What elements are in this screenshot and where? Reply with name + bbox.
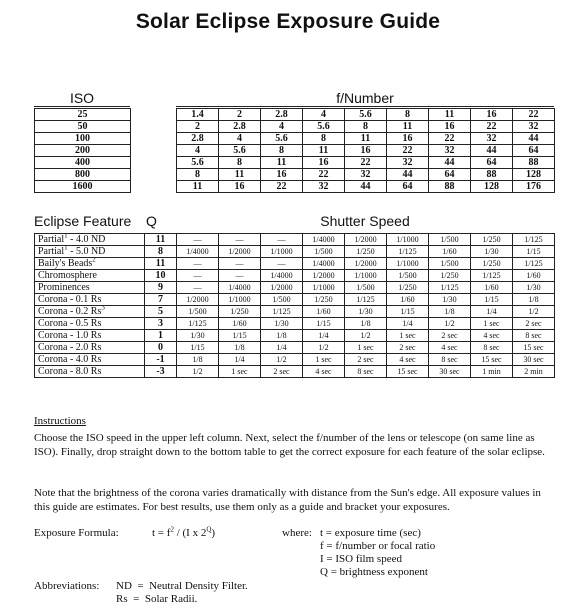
shutter-cell: 1 sec xyxy=(345,342,387,354)
fnumber-cell: 11 xyxy=(219,169,261,181)
fnumber-cell: 32 xyxy=(345,169,387,181)
shutter-cell: 1/250 xyxy=(345,246,387,258)
fnumber-cell: 16 xyxy=(261,169,303,181)
fnumber-cell: 4 xyxy=(177,145,219,157)
shutter-cell: 1/125 xyxy=(513,258,555,270)
feature-row xyxy=(35,234,555,246)
iso-fnumber-table xyxy=(34,108,555,193)
shutter-cell: 1/15 xyxy=(219,330,261,342)
fnumber-cell: 16 xyxy=(429,121,471,133)
fnumber-cell: 5.6 xyxy=(261,133,303,145)
shutter-cell: 1/125 xyxy=(261,306,303,318)
shutter-cell: 1/250 xyxy=(471,258,513,270)
fnumber-cell: 22 xyxy=(513,109,555,121)
feature-label xyxy=(35,294,145,306)
fnumber-cell: 44 xyxy=(429,157,471,169)
formula-rhs: ) xyxy=(211,527,216,539)
fnumber-cell: 2 xyxy=(177,121,219,133)
feature-label xyxy=(35,246,145,258)
shutter-cell: 1/30 xyxy=(345,306,387,318)
formula-exp-2: 2 xyxy=(170,525,174,534)
shutter-cell: 1/15 xyxy=(513,246,555,258)
footnote-marker: 1 xyxy=(64,245,68,252)
spacer-cell xyxy=(131,181,177,193)
fnumber-cell: 2.8 xyxy=(261,109,303,121)
fnumber-cell: 16 xyxy=(345,145,387,157)
shutter-cell: 1/4000 xyxy=(219,282,261,294)
shutter-cell: 1/125 xyxy=(345,294,387,306)
shutter-cell: 1/8 xyxy=(261,330,303,342)
spacer-cell xyxy=(131,157,177,169)
fnumber-cell: 8 xyxy=(345,121,387,133)
shutter-cell: 1 sec xyxy=(387,330,429,342)
fnumber-cell: 4 xyxy=(219,133,261,145)
q-value: 8 xyxy=(145,246,177,258)
shutter-cell: 1/500 xyxy=(345,282,387,294)
formula-lhs: t = f xyxy=(152,527,171,539)
shutter-cell: 1/125 xyxy=(177,318,219,330)
feature-name: Corona - 8.0 Rs xyxy=(38,366,102,377)
iso-value: 200 xyxy=(35,145,131,157)
shutter-cell: 1/500 xyxy=(177,306,219,318)
footnote-marker: 3 xyxy=(101,305,105,312)
instructions-para-2: Note that the brightness of the corona varies dramatically with distance from the Sun's edge. All exposure values in this guide are estimates. For best results, use them only as a guide and bracket your exposures. xyxy=(34,487,541,513)
fnumber-cell: 32 xyxy=(471,133,513,145)
shutter-cell: 1/1000 xyxy=(219,294,261,306)
shutter-cell: 1/500 xyxy=(429,234,471,246)
shutter-cell: 1/30 xyxy=(429,294,471,306)
shutter-cell: — xyxy=(177,234,219,246)
iso-value: 50 xyxy=(35,121,131,133)
feature-row xyxy=(35,282,555,294)
feature-row xyxy=(35,318,555,330)
iso-row xyxy=(35,169,555,181)
iso-row xyxy=(35,133,555,145)
shutter-cell: 1/60 xyxy=(471,282,513,294)
formula-expression xyxy=(152,527,215,540)
footnote-marker: 2 xyxy=(92,257,96,264)
shutter-cell: 1/2 xyxy=(345,330,387,342)
shutter-cell: 1/125 xyxy=(471,270,513,282)
iso-row xyxy=(35,109,555,121)
fnumber-cell: 32 xyxy=(513,121,555,133)
shutter-cell: 1/250 xyxy=(429,270,471,282)
q-value: 11 xyxy=(145,258,177,270)
iso-row xyxy=(35,181,555,193)
formula-mid: / (I x 2 xyxy=(173,527,207,539)
shutter-cell: 1/2000 xyxy=(261,282,303,294)
fnumber-cell: 44 xyxy=(345,181,387,193)
feature-label xyxy=(35,354,145,366)
shutter-cell: 8 sec xyxy=(429,354,471,366)
shutter-cell: 1/4000 xyxy=(303,258,345,270)
shutter-cell: 1/15 xyxy=(471,294,513,306)
shutter-cell: 1/60 xyxy=(429,246,471,258)
shutter-cell: 1/4 xyxy=(303,330,345,342)
shutter-cell: 1/8 xyxy=(177,354,219,366)
fnumber-cell: 5.6 xyxy=(219,145,261,157)
fnumber-cell: 5.6 xyxy=(177,157,219,169)
shutter-cell: 4 sec xyxy=(303,366,345,378)
shutter-cell: 1/1000 xyxy=(303,282,345,294)
shutter-cell: 1/500 xyxy=(429,258,471,270)
q-value: 1 xyxy=(145,330,177,342)
feature-name: Corona - 0.5 Rs xyxy=(38,318,102,329)
shutter-cell: 1/250 xyxy=(471,234,513,246)
feature-label xyxy=(35,342,145,354)
fnumber-cell: 11 xyxy=(345,133,387,145)
shutter-cell: 1/60 xyxy=(387,294,429,306)
shutter-cell: 1 min xyxy=(471,366,513,378)
q-value: 11 xyxy=(145,234,177,246)
q-value: 10 xyxy=(145,270,177,282)
shutter-cell: 2 min xyxy=(513,366,555,378)
shutter-cell: 1/2 xyxy=(429,318,471,330)
shutter-cell: 1 sec xyxy=(219,366,261,378)
shutter-cell: 1/2000 xyxy=(177,294,219,306)
shutter-cell: 1/2000 xyxy=(219,246,261,258)
fnumber-cell: 64 xyxy=(471,157,513,169)
fnumber-cell: 4 xyxy=(303,109,345,121)
iso-value: 400 xyxy=(35,157,131,169)
shutter-cell: 1 sec xyxy=(303,354,345,366)
shutter-cell: 1/15 xyxy=(387,306,429,318)
iso-value: 800 xyxy=(35,169,131,181)
fnumber-cell: 11 xyxy=(261,157,303,169)
instructions-para-1: Choose the ISO speed in the upper left column. Next, select the f/number of the lens or telescope (on same line as ISO). Finally, drop straight down to the bottom table to get the correct exposure for each feature of the solar eclipse. xyxy=(34,432,545,458)
shutter-cell: 2 sec xyxy=(429,330,471,342)
shutter-cell: — xyxy=(219,234,261,246)
shutter-cell: 1/2000 xyxy=(303,270,345,282)
feature-label xyxy=(35,318,145,330)
shutter-cell: 1/8 xyxy=(513,294,555,306)
shutter-cell: 1/250 xyxy=(387,282,429,294)
fnumber-cell: 8 xyxy=(261,145,303,157)
shutter-cell: — xyxy=(219,258,261,270)
fnumber-cell: 1.4 xyxy=(177,109,219,121)
fnumber-cell: 128 xyxy=(513,169,555,181)
shutter-cell: 8 sec xyxy=(345,366,387,378)
iso-row xyxy=(35,145,555,157)
shutter-cell: 15 sec xyxy=(513,342,555,354)
shutter-cell: 8 sec xyxy=(471,342,513,354)
shutter-cell: 1 sec xyxy=(471,318,513,330)
q-value: 5 xyxy=(145,306,177,318)
shutter-cell: 2 sec xyxy=(513,318,555,330)
shutter-cell: 1/8 xyxy=(219,342,261,354)
spacer-cell xyxy=(131,145,177,157)
formula-def-i: I = ISO film speed xyxy=(320,553,402,565)
shutter-cell: 1/500 xyxy=(303,246,345,258)
feature-row xyxy=(35,366,555,378)
footnote-marker: 1 xyxy=(64,233,68,240)
shutter-cell: 1/15 xyxy=(303,318,345,330)
shutter-cell: 1/2 xyxy=(177,366,219,378)
shutter-cell: 1/15 xyxy=(177,342,219,354)
fnumber-cell: 32 xyxy=(303,181,345,193)
fnumber-cell: 22 xyxy=(429,133,471,145)
shutter-speed-table xyxy=(34,233,555,378)
shutter-cell: 1/2000 xyxy=(345,258,387,270)
fnumber-cell: 5.6 xyxy=(345,109,387,121)
feature-name: Corona - 0.1 Rs xyxy=(38,294,102,305)
feature-label xyxy=(35,366,145,378)
fnumber-cell: 8 xyxy=(303,133,345,145)
shutter-cell: — xyxy=(177,270,219,282)
shutter-cell: 15 sec xyxy=(387,366,429,378)
feature-name: Prominences xyxy=(38,282,90,293)
formula-def-q: Q = brightness exponent xyxy=(320,566,428,578)
fnumber-cell: 128 xyxy=(471,181,513,193)
spacer-cell xyxy=(131,109,177,121)
formula-def-t: t = exposure time (sec) xyxy=(320,527,421,539)
shutter-cell: 1/4000 xyxy=(261,270,303,282)
shutter-cell: 2 sec xyxy=(345,354,387,366)
q-value: -3 xyxy=(145,366,177,378)
feature-name: Partial xyxy=(38,234,65,245)
fnumber-cell: 11 xyxy=(177,181,219,193)
shutter-cell: 1/30 xyxy=(261,318,303,330)
shutter-cell: 1/4000 xyxy=(303,234,345,246)
shutter-cell: 30 sec xyxy=(513,354,555,366)
shutter-cell: 4 sec xyxy=(471,330,513,342)
fnumber-cell: 88 xyxy=(471,169,513,181)
iso-row xyxy=(35,157,555,169)
fnumber-cell: 8 xyxy=(387,109,429,121)
fnumber-cell: 2.8 xyxy=(177,133,219,145)
shutter-cell: 2 sec xyxy=(387,342,429,354)
shutter-cell: — xyxy=(261,234,303,246)
page-title: Solar Eclipse Exposure Guide xyxy=(135,10,441,33)
shutter-cell: 1/1000 xyxy=(387,258,429,270)
shutter-cell: 1/1000 xyxy=(345,270,387,282)
shutter-cell: 1/4000 xyxy=(177,246,219,258)
fnumber-cell: 2.8 xyxy=(219,121,261,133)
shutter-cell: — xyxy=(261,258,303,270)
fnumber-cell: 8 xyxy=(177,169,219,181)
feature-row xyxy=(35,342,555,354)
shutter-cell: 15 sec xyxy=(471,354,513,366)
instructions-heading: Instructions xyxy=(34,415,86,427)
shutter-cell: 1/250 xyxy=(303,294,345,306)
formula-label: Exposure Formula: xyxy=(34,527,119,539)
feature-label xyxy=(35,270,145,282)
q-value: 7 xyxy=(145,294,177,306)
fnumber-cell: 88 xyxy=(429,181,471,193)
iso-value: 100 xyxy=(35,133,131,145)
fnumber-header: f/Number xyxy=(176,90,554,107)
feature-label xyxy=(35,282,145,294)
shutter-cell: 1/4 xyxy=(261,342,303,354)
shutter-cell: 1/250 xyxy=(219,306,261,318)
fnumber-cell: 64 xyxy=(513,145,555,157)
shutter-cell: 1/500 xyxy=(261,294,303,306)
abbreviations-label: Abbreviations: xyxy=(34,580,100,592)
shutter-cell: — xyxy=(177,282,219,294)
shutter-cell: 1/125 xyxy=(387,246,429,258)
feature-name: Partial xyxy=(38,246,65,257)
shutter-cell: 2 sec xyxy=(261,366,303,378)
fnumber-cell: 64 xyxy=(387,181,429,193)
shutter-cell: 1/30 xyxy=(471,246,513,258)
shutter-cell: 1/4 xyxy=(471,306,513,318)
fnumber-cell: 5.6 xyxy=(303,121,345,133)
shutter-cell: 1/4 xyxy=(387,318,429,330)
fnumber-cell: 11 xyxy=(429,109,471,121)
feature-name: Corona - 4.0 Rs xyxy=(38,354,102,365)
feature-row xyxy=(35,330,555,342)
feature-filter: - 5.0 ND xyxy=(67,246,106,257)
fnumber-cell: 44 xyxy=(387,169,429,181)
feature-row xyxy=(35,306,555,318)
feature-row xyxy=(35,258,555,270)
shutter-cell: 1/60 xyxy=(513,270,555,282)
q-value: 0 xyxy=(145,342,177,354)
iso-header: ISO xyxy=(34,90,130,107)
feature-label xyxy=(35,234,145,246)
shutter-cell: 1/30 xyxy=(513,282,555,294)
feature-label xyxy=(35,258,145,270)
shutter-cell: 1/125 xyxy=(429,282,471,294)
shutter-cell: 1/60 xyxy=(219,318,261,330)
feature-label xyxy=(35,306,145,318)
shutter-cell: 1/8 xyxy=(345,318,387,330)
abbrev-nd: ND = Neutral Density Filter. xyxy=(116,580,248,592)
shutter-cell: — xyxy=(177,258,219,270)
feature-row xyxy=(35,354,555,366)
abbrev-rs: Rs = Solar Radii. xyxy=(116,593,198,605)
iso-row xyxy=(35,121,555,133)
formula-def-f: f = f/number or focal ratio xyxy=(320,540,436,552)
fnumber-cell: 176 xyxy=(513,181,555,193)
fnumber-cell: 4 xyxy=(261,121,303,133)
feature-filter: - 4.0 ND xyxy=(67,234,106,245)
fnumber-cell: 32 xyxy=(429,145,471,157)
shutter-cell: 1/30 xyxy=(177,330,219,342)
fnumber-cell: 16 xyxy=(387,133,429,145)
spacer-cell xyxy=(131,121,177,133)
fnumber-cell: 11 xyxy=(303,145,345,157)
spacer-cell xyxy=(131,169,177,181)
shutter-cell: 30 sec xyxy=(429,366,471,378)
shutter-speed-header: Shutter Speed xyxy=(320,213,410,229)
feature-row xyxy=(35,246,555,258)
fnumber-cell: 22 xyxy=(387,145,429,157)
fnumber-cell: 8 xyxy=(219,157,261,169)
shutter-cell: 4 sec xyxy=(387,354,429,366)
shutter-cell: 1/1000 xyxy=(387,234,429,246)
feature-row xyxy=(35,270,555,282)
feature-name: Chromosphere xyxy=(38,270,97,281)
spacer-cell xyxy=(131,133,177,145)
q-value: 3 xyxy=(145,318,177,330)
feature-name: Baily's Beads xyxy=(38,258,93,269)
shutter-cell: 1/125 xyxy=(513,234,555,246)
shutter-cell: 1/2 xyxy=(261,354,303,366)
shutter-cell: 1/4 xyxy=(219,354,261,366)
formula-where: where: xyxy=(282,527,312,539)
shutter-cell: 8 sec xyxy=(513,330,555,342)
shutter-cell: 1/8 xyxy=(429,306,471,318)
q-value: -1 xyxy=(145,354,177,366)
fnumber-cell: 44 xyxy=(513,133,555,145)
shutter-cell: 1/2 xyxy=(303,342,345,354)
feature-name: Corona - 2.0 Rs xyxy=(38,342,102,353)
shutter-cell: 1/2 xyxy=(513,306,555,318)
fnumber-cell: 32 xyxy=(387,157,429,169)
fnumber-cell: 16 xyxy=(303,157,345,169)
fnumber-cell: 44 xyxy=(471,145,513,157)
fnumber-cell: 64 xyxy=(429,169,471,181)
fnumber-cell: 88 xyxy=(513,157,555,169)
fnumber-cell: 22 xyxy=(303,169,345,181)
shutter-cell: 1/1000 xyxy=(261,246,303,258)
shutter-cell: 1/2000 xyxy=(345,234,387,246)
iso-value: 1600 xyxy=(35,181,131,193)
shutter-cell: 1/60 xyxy=(303,306,345,318)
feature-name: Corona - 1.0 Rs xyxy=(38,330,102,341)
q-header: Q xyxy=(146,213,157,229)
shutter-cell: 4 sec xyxy=(429,342,471,354)
fnumber-cell: 11 xyxy=(387,121,429,133)
shutter-cell: 1/500 xyxy=(387,270,429,282)
iso-value: 25 xyxy=(35,109,131,121)
eclipse-feature-header: Eclipse Feature xyxy=(34,213,132,229)
feature-name: Corona - 0.2 Rs xyxy=(38,306,102,317)
shutter-cell: — xyxy=(219,270,261,282)
fnumber-cell: 2 xyxy=(219,109,261,121)
q-value: 9 xyxy=(145,282,177,294)
fnumber-cell: 22 xyxy=(261,181,303,193)
feature-row xyxy=(35,294,555,306)
feature-label xyxy=(35,330,145,342)
fnumber-cell: 22 xyxy=(471,121,513,133)
fnumber-cell: 16 xyxy=(219,181,261,193)
fnumber-cell: 22 xyxy=(345,157,387,169)
fnumber-cell: 16 xyxy=(471,109,513,121)
formula-exp-q: Q xyxy=(206,525,212,534)
